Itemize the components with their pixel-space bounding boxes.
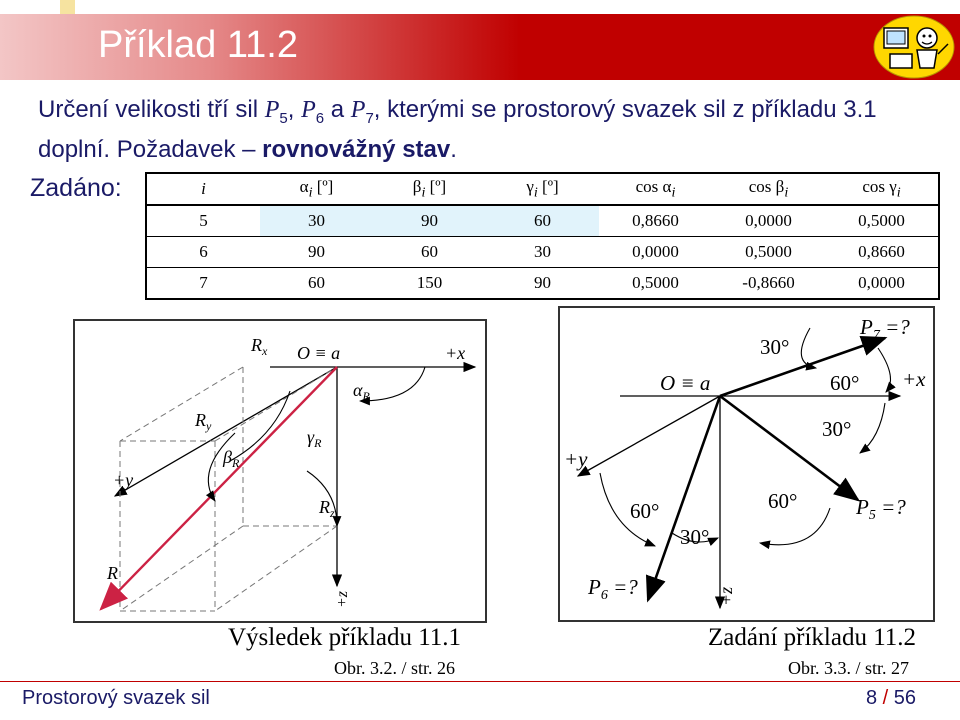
table-cell: 0,0000	[712, 205, 825, 237]
label-p5: $P_5$ =?	[856, 495, 906, 523]
label-alpha-r: $\alpha_R$	[353, 380, 370, 403]
table-cell: 5	[146, 205, 260, 237]
table-header-cell: $\cos \beta_i$	[712, 173, 825, 205]
label-r: R	[107, 563, 118, 583]
source-right: Obr. 3.3. / str. 27	[788, 658, 910, 678]
label-plus-z: +z	[334, 590, 351, 608]
table-cell: 90	[486, 268, 599, 300]
label-p6: $P_6$ =?	[588, 575, 638, 603]
label-plus-x: +x	[902, 367, 926, 391]
table-cell: 6	[146, 237, 260, 268]
table-cell: 60	[260, 268, 373, 300]
label-origin: O ≡ a	[297, 343, 341, 363]
table-cell: -0,8660	[712, 268, 825, 300]
label-gamma-r: $\gamma_R$	[307, 427, 322, 450]
task-description: Určení velikosti tří sil $P_5$, $P_6$ a $P_7$, kterými se prostorový svazek sil z příkladu 3.1 doplní. Požadavek – rovnovážný stav.	[38, 96, 877, 163]
table-header-cell: $\alpha_i$ [º]	[260, 173, 373, 205]
table-cell: 90	[260, 237, 373, 268]
table-cell: 0,5000	[825, 205, 939, 237]
caption-right: Zadání příkladu 11.2	[708, 624, 917, 651]
table-cell: 90	[373, 205, 486, 237]
footer-divider	[0, 681, 960, 682]
page-number: 8 / 56	[866, 687, 917, 709]
table-cell: 30	[486, 237, 599, 268]
table-header-cell: $\cos \alpha_i$	[599, 173, 712, 205]
source-left: Obr. 3.2. / str. 26	[334, 658, 456, 678]
table-row	[146, 268, 939, 300]
table-cell: 0,8660	[825, 237, 939, 268]
given-label: Zadáno:	[30, 174, 122, 202]
table-row	[146, 237, 939, 268]
table-cell: 0,5000	[599, 268, 712, 300]
table-cell: 7	[146, 268, 260, 300]
label-plus-y: +y	[564, 447, 588, 471]
student-cartoon-icon	[872, 14, 956, 80]
table-header-cell: $\beta_i$ [º]	[373, 173, 486, 205]
label-origin: O ≡ a	[660, 371, 711, 395]
label-angle-30-right: 30°	[822, 417, 852, 441]
caption-left: Výsledek příkladu 11.1	[228, 624, 462, 651]
slide-title: Příklad 11.2	[98, 24, 298, 66]
table-header-cell: $\gamma_i$ [º]	[486, 173, 599, 205]
footer-title: Prostorový svazek sil	[22, 687, 210, 709]
label-rx: $R_x$	[251, 335, 268, 358]
table-cell: 0,8660	[599, 205, 712, 237]
table-cell: 0,5000	[712, 237, 825, 268]
table-row	[146, 205, 939, 237]
label-plus-y: +y	[113, 470, 134, 490]
label-ry: $R_y$	[195, 410, 212, 433]
table-cell: 60	[373, 237, 486, 268]
figure-result-3d	[73, 319, 487, 623]
label-plus-z: +z	[716, 586, 736, 606]
table-cell: 60	[486, 205, 599, 237]
label-rz: $R_z$	[319, 497, 335, 520]
figure-task-3d	[558, 306, 935, 622]
table-cell: 30	[260, 205, 373, 237]
table-header-cell: $\cos \gamma_i$	[825, 173, 939, 205]
table-cell: 0,0000	[599, 237, 712, 268]
label-angle-30-bottom: 30°	[680, 525, 710, 549]
table-cell: 150	[373, 268, 486, 300]
table-header-row	[146, 173, 939, 205]
label-p7: $P_7$ =?	[860, 315, 910, 343]
table-cell: 0,0000	[825, 268, 939, 300]
label-plus-x: +x	[445, 343, 466, 363]
table-header-cell: i	[146, 173, 260, 205]
given-table	[145, 172, 940, 300]
requirement-bold: rovnovážný stav	[262, 135, 451, 163]
label-angle-60-right: 60°	[830, 371, 860, 395]
label-angle-60-mid: 60°	[768, 489, 798, 513]
label-angle-60-left: 60°	[630, 499, 660, 523]
label-beta-r: $\beta_R$	[223, 447, 240, 470]
label-angle-30-top: 30°	[760, 335, 790, 359]
